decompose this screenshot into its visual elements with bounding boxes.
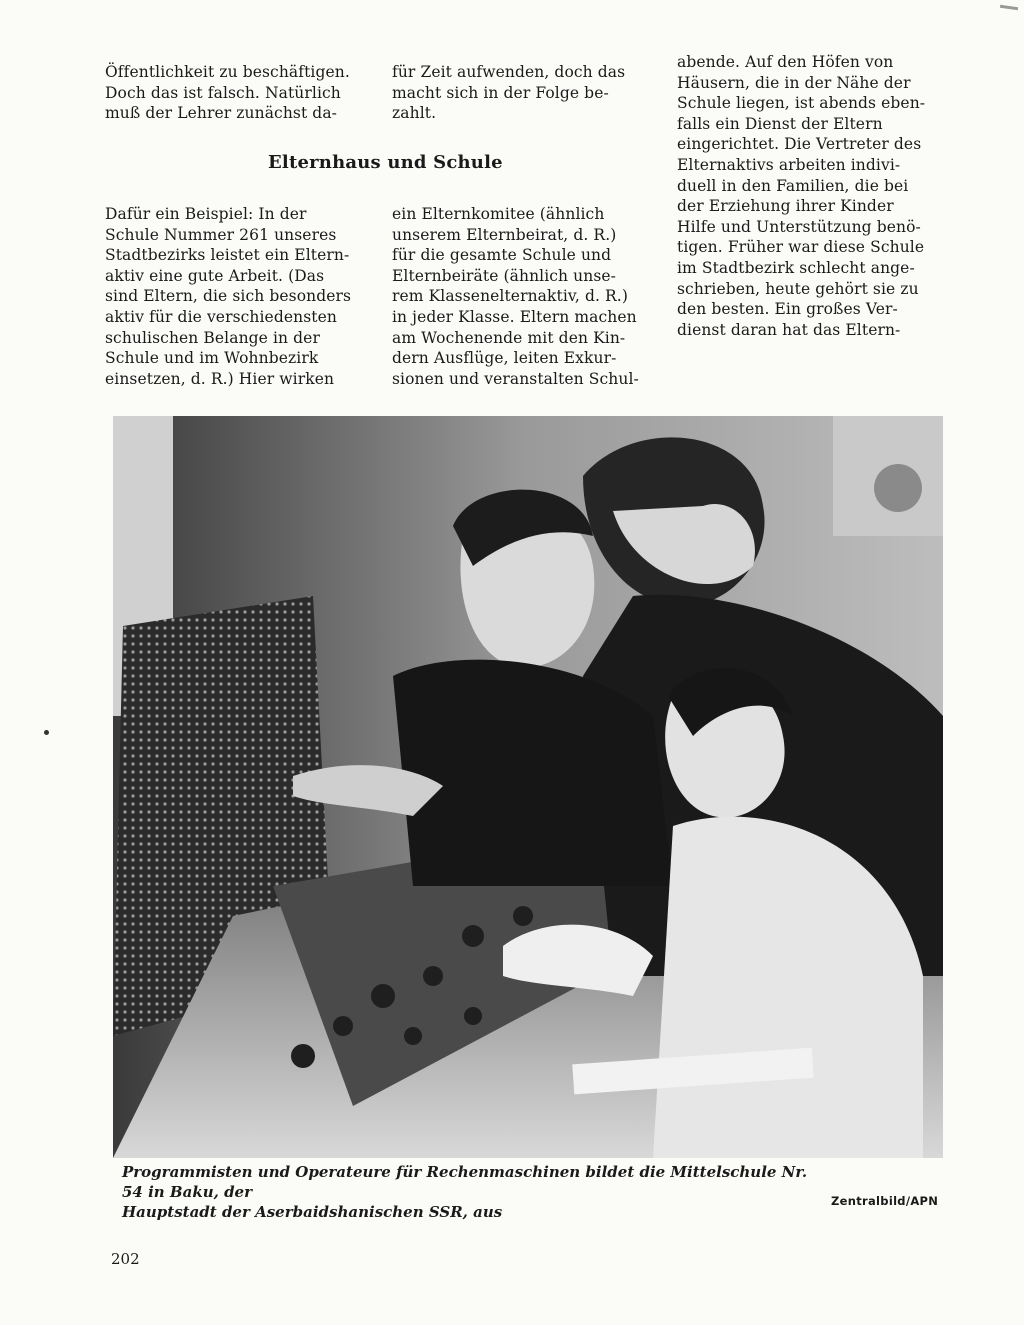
text-line: Doch das ist falsch. Natürlich [105,83,341,102]
text-line: Stadtbezirks leistet ein Eltern- [105,246,350,265]
margin-dot [44,730,49,735]
text-line: muß der Lehrer zunächst da- [105,104,338,123]
text-line: Öffentlichkeit zu beschäftigen. [105,63,350,81]
photo-caption [122,1162,832,1222]
text-line: tigen. Früher war diese Schule [677,238,925,257]
page-number: 202 [111,1250,140,1268]
text-line: eingerichtet. Die Vertreter des [677,135,922,154]
text-line: ein Elternkomitee (ähnlich [392,205,605,223]
text-line: rem Klassenelternaktiv, d. R.) [392,287,628,306]
top-column-1 [105,62,367,124]
text-line: Schule Nummer 261 unseres [105,225,337,244]
text-line: schulischen Belange in der [105,328,320,347]
text-line: dern Ausflüge, leiten Exkur- [392,349,617,368]
text-line: duell in den Familien, die bei [677,176,909,195]
text-line: falls ein Dienst der Eltern [677,114,883,133]
text-line: einsetzen, d. R.) Hier wirken [105,369,335,388]
text-line: für Zeit aufwenden, doch das [392,63,626,81]
text-line: zahlt. [392,104,437,123]
text-line: unserem Elternbeirat, d. R.) [392,225,617,244]
caption-line: Hauptstadt der Aserbaidshanischen SSR, aus [122,1203,503,1221]
text-line: Häusern, die in der Nähe der [677,73,911,92]
photograph [113,416,943,1158]
text-line: abende. Auf den Höfen von [677,53,894,71]
text-line: Schule und im Wohnbezirk [105,349,319,368]
text-line: den besten. Ein großes Ver- [677,300,898,319]
section-heading: Elternhaus und Schule [268,152,503,173]
text-line: Dafür ein Beispiel: In der [105,205,307,223]
body-column-3 [677,52,937,340]
text-line: sind Eltern, die sich besonders [105,287,352,306]
text-line: Schule liegen, ist abends eben- [677,94,926,113]
scan-mark [1000,5,1018,10]
caption-line: Programmisten und Operateure für Rechenmaschinen bildet die Mittelschule Nr. 54 in Baku, der [122,1163,808,1201]
photo-credit: Zentralbild/APN [831,1194,939,1208]
text-line: macht sich in der Folge be- [392,83,609,102]
text-line: aktiv für die verschiedensten [105,307,337,326]
text-line: am Wochenende mit den Kin- [392,328,626,347]
text-line: schrieben, heute gehört sie zu [677,279,919,298]
text-line: in jeder Klasse. Eltern machen [392,307,637,326]
text-line: sionen und veranstalten Schul- [392,369,639,388]
body-column-1 [105,204,367,389]
photo-illustration [113,416,943,1158]
text-line: Elternbeiräte (ähnlich unse- [392,266,616,285]
top-column-2 [392,62,653,124]
text-line: im Stadtbezirk schlecht ange- [677,258,915,277]
text-line: der Erziehung ihrer Kinder [677,197,894,216]
text-line: Hilfe und Unterstützung benö- [677,217,921,236]
body-column-2 [392,204,653,389]
text-line: für die gesamte Schule und [392,246,612,265]
text-line: dienst daran hat das Eltern- [677,320,901,339]
text-line: aktiv eine gute Arbeit. (Das [105,266,325,285]
text-line: Elternaktivs arbeiten indivi- [677,155,901,174]
